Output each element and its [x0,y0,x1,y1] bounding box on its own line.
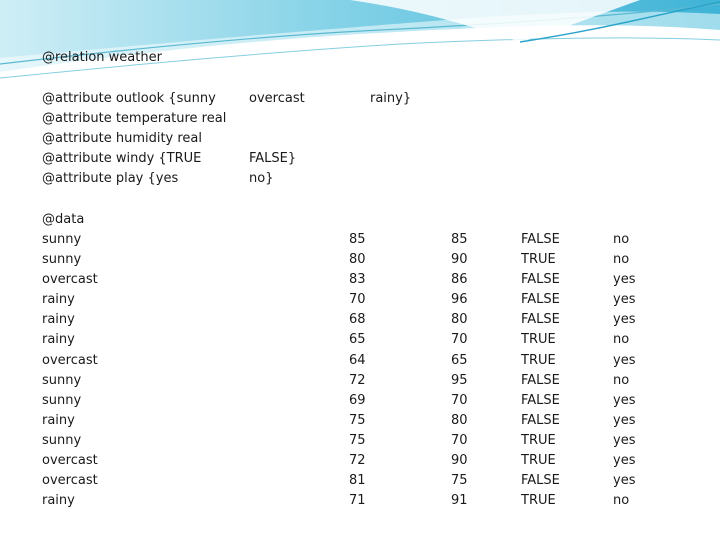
attribute-humidity-decl: @attribute humidity real [42,131,203,146]
row-4-play-cell: yes [613,292,636,308]
data-section-label: @data [42,212,85,227]
row-4-windy-cell: FALSE [521,292,560,308]
row-4-temperature-cell: 70 [349,292,366,308]
row-2-windy-cell: TRUE [521,252,556,268]
row-9-windy-cell: FALSE [521,392,560,408]
row-5-temperature-cell: 68 [349,312,366,328]
row-1-temperature-cell: 85 [349,232,366,247]
attribute-play-value-2: no} [249,171,274,186]
attribute-temperature-decl: @attribute temperature real [42,111,227,126]
row-11-outlook-cell: sunny [42,432,82,448]
row-7-play-cell: yes [613,352,636,368]
row-13-temperature-cell: 81 [349,473,366,489]
row-11-play-cell: yes [613,432,636,448]
row-14-temperature-cell: 71 [349,493,366,509]
humidity-column [451,230,468,511]
row-13-humidity-cell: 75 [451,473,468,489]
row-3-outlook-cell: overcast [42,272,98,288]
row-12-humidity-cell: 90 [451,453,468,469]
row-6-temperature-cell: 65 [349,332,366,348]
row-5-play-cell: yes [613,312,636,328]
row-5-windy-cell: FALSE [521,312,560,328]
row-5-humidity-cell: 80 [451,312,468,328]
row-11-windy-cell: TRUE [521,432,556,448]
row-14-play-cell: no [613,493,630,509]
row-12-windy-cell: TRUE [521,453,556,469]
row-3-play-cell: yes [613,272,636,288]
row-10-temperature-cell: 75 [349,412,366,428]
row-2-play-cell: no [613,252,630,268]
row-13-outlook-cell: overcast [42,473,98,489]
row-9-outlook-cell: sunny [42,392,82,408]
row-14-outlook-cell: rainy [42,493,75,509]
row-9-temperature-cell: 69 [349,392,366,408]
windy-column [521,230,560,511]
row-10-play-cell: yes [613,412,636,428]
row-1-outlook-cell: sunny [42,232,82,247]
row-13-play-cell: yes [613,473,636,489]
attribute-windy-value-2: FALSE} [249,151,297,166]
row-9-humidity-cell: 70 [451,392,468,408]
attribute-windy-decl: @attribute windy {TRUE [42,151,202,166]
row-7-temperature-cell: 64 [349,352,366,368]
row-1-humidity-cell: 85 [451,232,468,247]
temperature-column [349,230,366,511]
row-8-windy-cell: FALSE [521,372,560,388]
row-4-outlook-cell: rainy [42,292,75,308]
attribute-outlook-value-3: rainy} [370,91,412,106]
row-11-humidity-cell: 70 [451,432,468,448]
row-13-windy-cell: FALSE [521,473,560,489]
play-column [613,230,635,511]
row-1-play-cell: no [613,232,630,247]
row-5-outlook-cell: rainy [42,312,75,328]
row-11-temperature-cell: 75 [349,432,366,448]
row-2-temperature-cell: 80 [349,252,366,268]
row-6-outlook-cell: rainy [42,332,75,348]
row-6-windy-cell: TRUE [521,332,556,348]
row-12-outlook-cell: overcast [42,453,98,469]
row-10-windy-cell: FALSE [521,412,560,428]
row-7-windy-cell: TRUE [521,352,556,368]
outlook-column [42,230,98,511]
row-10-humidity-cell: 80 [451,412,468,428]
row-3-humidity-cell: 86 [451,272,468,288]
row-8-play-cell: no [613,372,630,388]
row-1-windy-cell: FALSE [521,232,560,247]
row-8-humidity-cell: 95 [451,372,468,388]
row-3-windy-cell: FALSE [521,272,560,288]
row-14-humidity-cell: 91 [451,493,468,509]
attribute-play-decl: @attribute play {yes [42,171,179,186]
row-12-play-cell: yes [613,453,636,469]
row-2-humidity-cell: 90 [451,252,468,268]
row-4-humidity-cell: 96 [451,292,468,308]
row-3-temperature-cell: 83 [349,272,366,288]
row-7-outlook-cell: overcast [42,352,98,368]
relation-declaration: @relation weather [42,50,162,65]
attribute-outlook-value-2: overcast [249,91,305,106]
row-6-humidity-cell: 70 [451,332,468,348]
row-2-outlook-cell: sunny [42,252,82,268]
row-6-play-cell: no [613,332,630,348]
header-swoosh-decoration [0,0,720,90]
attribute-outlook-decl: @attribute outlook {sunny [42,91,216,106]
row-10-outlook-cell: rainy [42,412,75,428]
row-8-temperature-cell: 72 [349,372,366,388]
row-8-outlook-cell: sunny [42,372,82,388]
row-7-humidity-cell: 65 [451,352,468,368]
row-9-play-cell: yes [613,392,636,408]
row-12-temperature-cell: 72 [349,453,366,469]
row-14-windy-cell: TRUE [521,493,556,509]
